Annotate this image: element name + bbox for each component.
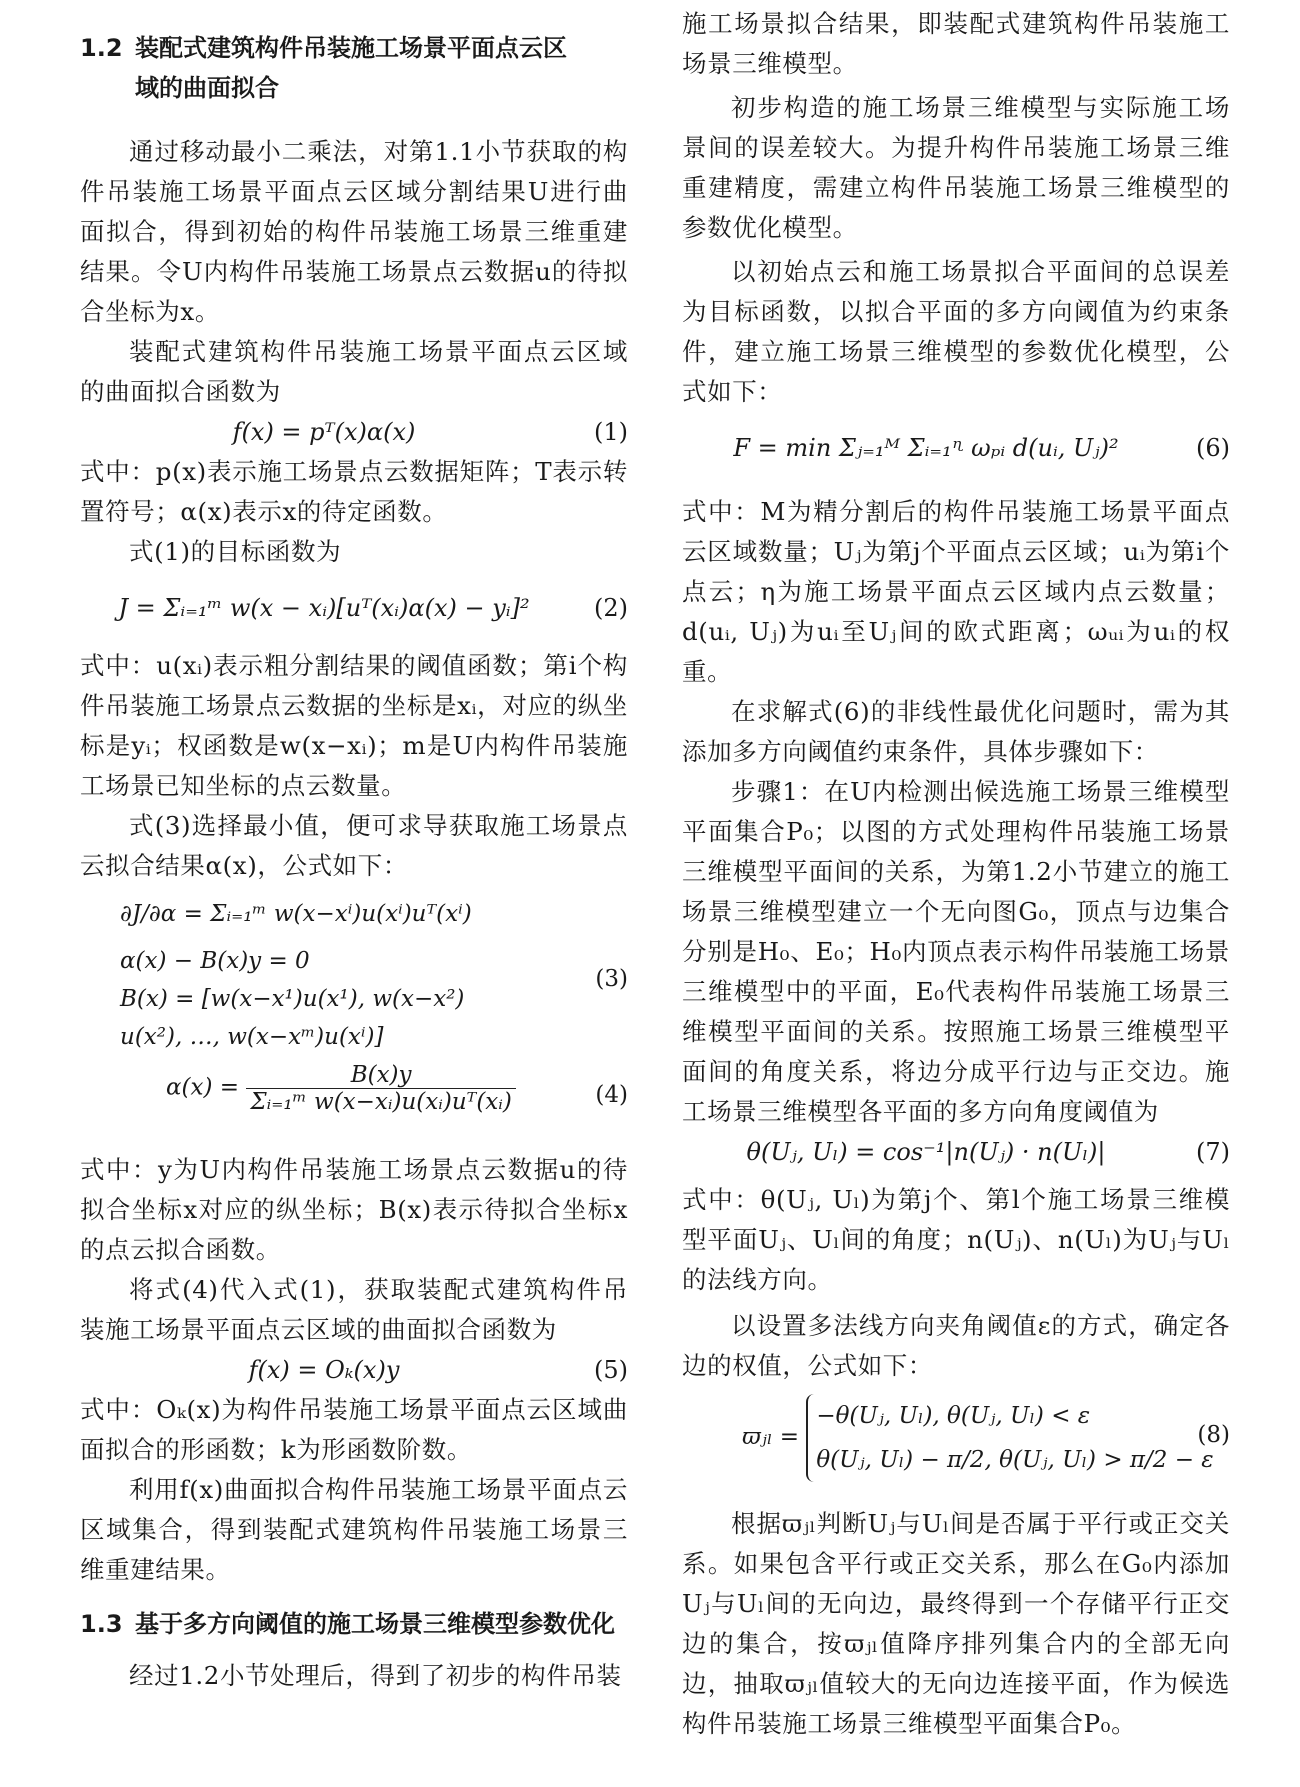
fraction	[246, 1062, 516, 1115]
equation-3	[80, 886, 628, 1056]
paragraph: 施工场景拟合结果，即装配式建筑构件吊装施工场景三维模型。	[682, 9, 1230, 78]
paragraph: 式(1)的目标函数为	[129, 537, 342, 566]
paragraph: 式中：p(x)表示施工场景点云数据矩阵；T表示转置符号；α(x)表示x的待定函数。	[80, 457, 628, 526]
equation-body: f(x) = Oₖ(x)y	[248, 1356, 400, 1384]
equation-5	[80, 1350, 628, 1390]
section-heading-1-3	[80, 1604, 628, 1644]
equation-1	[80, 412, 628, 452]
equation-7	[682, 1132, 1230, 1180]
paragraph: 根据ϖⱼₗ判断Uⱼ与Uₗ间是否属于平行或正交关系。如果包含平行或正交关系，那么在G₀内添加Uⱼ与Uₗ间的无向边，最终得到一个存储平行正交边的集合，按ϖⱼₗ值降序排列集合内的全部无向边，抽取ϖⱼₗ值较大的无向边连接平面，作为候选构件吊装施工场景三维模型平面集合P₀。	[682, 1509, 1230, 1738]
case-2: θ(Uⱼ, Uₗ) − π/2, θ(Uⱼ, Uₗ) > π/2 − ε	[816, 1447, 1214, 1473]
paragraph: 以设置多法线方向夹角阈值ε的方式，确定各边的权值，公式如下：	[682, 1311, 1230, 1380]
equation-body: J = Σᵢ₌₁ᵐ w(x − xᵢ)[uᵀ(xᵢ)α(x) − yᵢ]²	[118, 594, 530, 622]
paragraph: 式中：u(xᵢ)表示粗分割结果的阈值函数；第i个构件吊装施工场景点云数据的坐标是xᵢ，对应的纵坐标是yᵢ；权函数是w(x−xᵢ)；m是U内构件吊装施工场景已知坐标的点云数量。	[80, 651, 628, 800]
section-title: 基于多方向阈值的施工场景三维模型参数优化	[135, 1610, 615, 1638]
section-heading-1-2	[80, 28, 628, 108]
section-number: 1.2	[80, 34, 123, 62]
numerator: B(x)y	[246, 1062, 516, 1089]
paragraph: 通过移动最小二乘法，对第1.1小节获取的构件吊装施工场景平面点云区域分割结果U进行曲面拟合，得到初始的构件吊装施工场景三维重建结果。令U内构件吊装施工场景点云数据u的待拟合坐标为x。	[80, 137, 628, 326]
equation-number: (3)	[595, 966, 628, 992]
equation-number: (5)	[594, 1356, 628, 1384]
equation-row: B(x) = [w(x−x¹)u(x¹), w(x−x²)	[120, 986, 465, 1012]
equation-lhs: ϖⱼₗ =	[742, 1424, 799, 1450]
equation-body: θ(Uⱼ, Uₗ) = cos⁻¹|n(Uⱼ) · n(Uₗ)|	[746, 1138, 1106, 1166]
piecewise-cases	[806, 1394, 1213, 1482]
equation-body: f(x) = pᵀ(x)α(x)	[232, 418, 416, 446]
paragraph: 式中：θ(Uⱼ, Uₗ)为第j个、第l个施工场景三维模型平面Uⱼ、Uₗ间的角度；n(Uⱼ)、n(Uₗ)为Uⱼ与Uₗ的法线方向。	[682, 1185, 1230, 1294]
paragraph: 在求解式(6)的非线性最优化问题时，需为其添加多方向阈值约束条件，具体步骤如下：	[682, 697, 1230, 766]
equation-4	[80, 1056, 628, 1150]
equation-number: (1)	[594, 418, 628, 446]
equation-row: α(x) − B(x)y = 0	[120, 948, 310, 974]
equation-2	[80, 572, 628, 646]
denominator: Σᵢ₌₁ᵐ w(x−xᵢ)u(xᵢ)uᵀ(xᵢ)	[250, 1089, 512, 1115]
paragraph: 式(3)选择最小值，便可求导获取施工场景点云拟合结果α(x)，公式如下：	[80, 811, 628, 880]
paragraph: 装配式建筑构件吊装施工场景平面点云区域的曲面拟合函数为	[80, 337, 628, 406]
section-number: 1.3	[80, 1610, 123, 1638]
paragraph: 初步构造的施工场景三维模型与实际施工场景间的误差较大。为提升构件吊装施工场景三维重建精度，需建立构件吊装施工场景三维模型的参数优化模型。	[682, 93, 1230, 242]
equation-number: (4)	[595, 1082, 628, 1108]
paragraph: 将式(4)代入式(1)，获取装配式建筑构件吊装施工场景平面点云区域的曲面拟合函数为	[80, 1275, 628, 1344]
section-title-line2: 域的曲面拟合	[135, 74, 279, 102]
equation-body: F = min Σⱼ₌₁ᴹ Σᵢ₌₁ᶯ ωₚᵢ d(uᵢ, Uⱼ)²	[733, 434, 1119, 462]
paragraph: 利用f(x)曲面拟合构件吊装施工场景平面点云区域集合，得到装配式建筑构件吊装施工场景三维重建结果。	[80, 1475, 628, 1584]
equation-number: (7)	[1196, 1138, 1230, 1166]
equation-number: (6)	[1196, 434, 1230, 462]
equation-number: (8)	[1197, 1422, 1230, 1448]
case-1: −θ(Uⱼ, Uₗ), θ(Uⱼ, Uₗ) < ε	[816, 1403, 1091, 1429]
paragraph: 式中：y为U内构件吊装施工场景点云数据u的待拟合坐标x对应的纵坐标；B(x)表示待拟合坐标x的点云拟合函数。	[80, 1155, 628, 1264]
equation-row: ∂J/∂α = Σᵢ₌₁ᵐ w(x−xⁱ)u(xⁱ)uᵀ(xⁱ)	[120, 901, 472, 927]
equation-number: (2)	[594, 594, 628, 622]
equation-6	[682, 412, 1230, 492]
section-title-line1: 装配式建筑构件吊装施工场景平面点云区	[135, 34, 567, 62]
equation-8	[682, 1386, 1230, 1504]
paragraph: 经过1.2小节处理后，得到了初步的构件吊装	[129, 1661, 622, 1690]
paragraph: 式中：M为精分割后的构件吊装施工场景平面点云区域数量；Uⱼ为第j个平面点云区域；uᵢ为第i个点云；η为施工场景平面点云区域内点云数量；d(uᵢ, Uⱼ)为uᵢ至Uⱼ间的欧式距离；ωᵤᵢ为uᵢ的权重。	[682, 497, 1230, 686]
paragraph: 以初始点云和施工场景拟合平面间的总误差为目标函数，以拟合平面的多方向阈值为约束条件，建立施工场景三维模型的参数优化模型，公式如下：	[682, 257, 1230, 406]
paragraph: 步骤1：在U内检测出候选施工场景三维模型平面集合P₀；以图的方式处理构件吊装施工场景三维模型平面间的关系，为第1.2小节建立的施工场景三维模型建立一个无向图G₀，顶点与边集合分别是H₀、E₀；H₀内顶点表示构件吊装施工场景三维模型中的平面，E₀代表构件吊装施工场景三维模型平面间的关系。按照施工场景三维模型平面间的角度关系，将边分成平行边与正交边。施工场景三维模型各平面的多方向角度阈值为	[682, 777, 1230, 1126]
paragraph: 式中：Oₖ(x)为构件吊装施工场景平面点云区域曲面拟合的形函数；k为形函数阶数。	[80, 1395, 628, 1464]
right-column	[682, 0, 1230, 1744]
equation-row: u(x²), …, w(x−xᵐ)u(xⁱ)]	[120, 1024, 384, 1050]
left-column	[80, 0, 628, 1696]
equation-lhs: α(x) =	[166, 1074, 240, 1101]
